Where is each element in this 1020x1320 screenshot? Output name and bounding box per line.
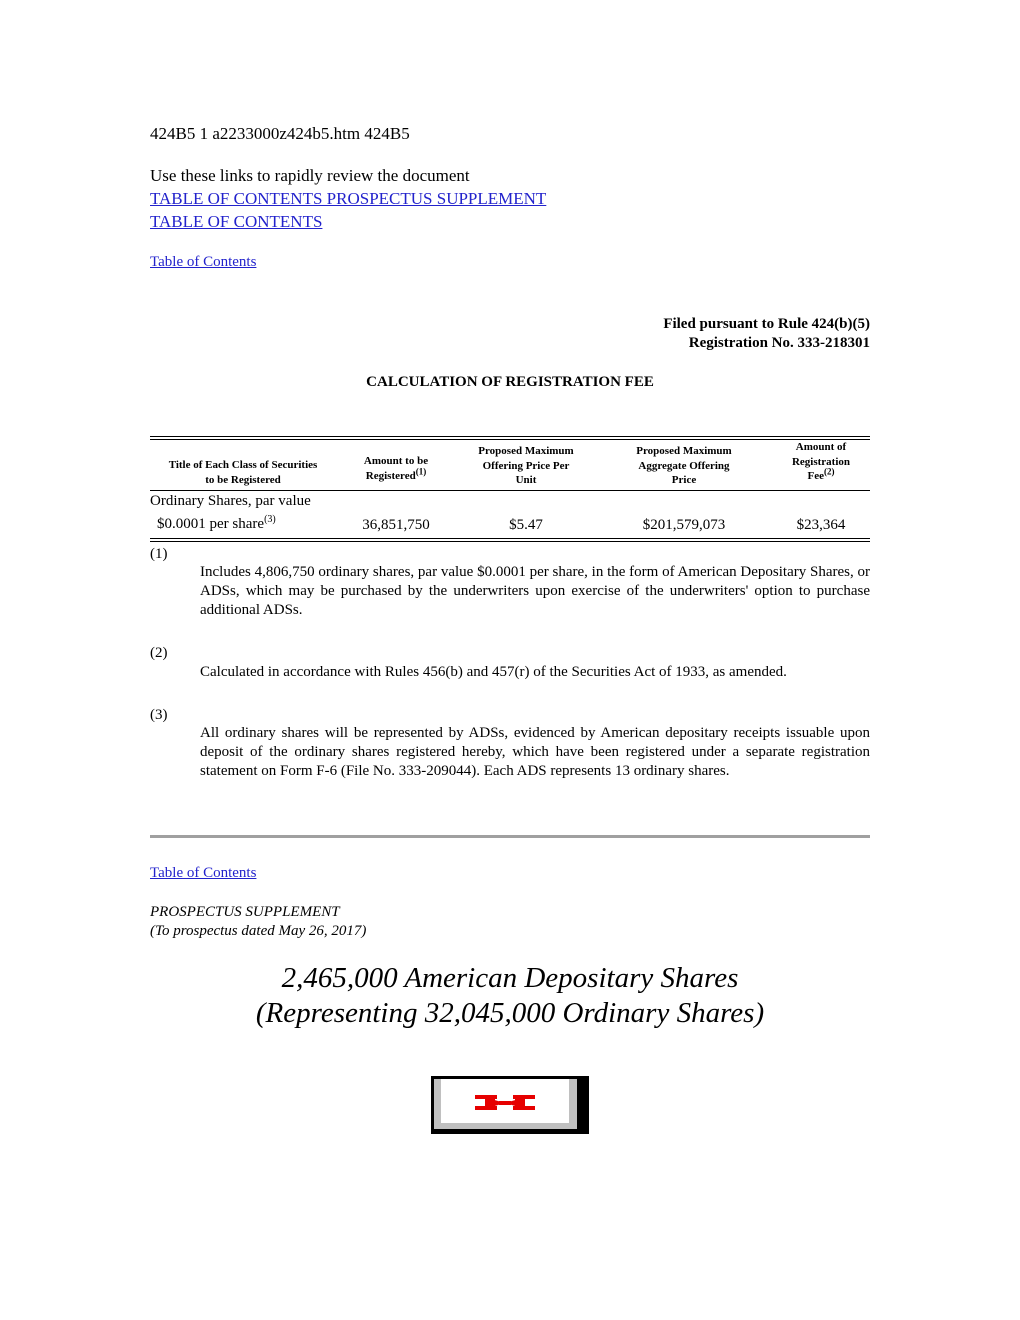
cell-amount: 36,851,750 [362, 517, 430, 533]
footnote-1-text: Includes 4,806,750 ordinary shares, par value $0.0001 per share, in the form of American Depositary Shares, or ADSs, which may be purchased by the underwriters upon exercise of the underwriters' option to purchase additional ADSs. [200, 564, 870, 618]
table-rule-bottom-1 [150, 538, 870, 539]
cell-security-line-2: $0.0001 per share$^{(3)}$ [157, 514, 276, 532]
table-rule-top-2 [150, 439, 870, 440]
footnote-2-text: Calculated in accordance with Rules 456(b) and 457(r) of the Securities Act of 1933, as amended. [200, 664, 787, 680]
section-divider [150, 835, 870, 838]
table-rule-header [150, 490, 870, 491]
links-intro: Use these links to rapidly review the document [150, 166, 470, 185]
link-toc[interactable]: TABLE OF CONTENTS [150, 212, 323, 231]
cell-aggregate-price: $201,579,073 [642, 517, 726, 533]
header-registration-fee: Amount of Registration Fee$^{(2)}$ [791, 441, 851, 482]
supplement-label: PROSPECTUS SUPPLEMENT [150, 904, 340, 920]
table-rule-bottom-2 [150, 541, 870, 542]
table-rule-top-1 [150, 436, 870, 437]
company-logo-icon [431, 1076, 589, 1134]
footnote-2-number: (2) [150, 645, 168, 661]
cell-registration-fee: $23,364 [796, 517, 846, 533]
supplement-dated: (To prospectus dated May 26, 2017) [150, 923, 367, 939]
cell-price-per-unit: $5.47 [509, 517, 543, 533]
cell-security-line-1: Ordinary Shares, par value [150, 493, 311, 509]
header-title-class: Title of Each Class of Securities to be Registered [168, 459, 318, 486]
link-toc-prospectus-supplement[interactable]: TABLE OF CONTENTS PROSPECTUS SUPPLEMENT [150, 189, 547, 208]
offering-title-line-2: (Representing 32,045,000 Ordinary Shares) [255, 997, 765, 1029]
link-table-of-contents-top[interactable]: Table of Contents [150, 254, 257, 270]
header-aggregate-price: Proposed Maximum Aggregate Offering Price [636, 445, 732, 486]
header-amount-registered: Amount to be Registered$^{(1)}$ [363, 455, 429, 482]
logo-mark-icon [441, 1079, 569, 1123]
footnote-3-number: (3) [150, 707, 168, 723]
offering-title-line-1: 2,465,000 American Depositary Shares [281, 962, 739, 994]
footnote-1-number: (1) [150, 546, 168, 562]
filing-rule: Filed pursuant to Rule 424(b)(5) [663, 316, 870, 332]
footnote-3-text: All ordinary shares will be represented by ADSs, evidenced by American depositary receipts issuable upon deposit of the ordinary shares registered hereby, which have been registered under a separate registration statement on Form F-6 (File No. 333-209044). Each ADS represents 13 ordinary shares. [200, 725, 870, 779]
header-price-per-unit: Proposed Maximum Offering Price Per Unit [478, 445, 574, 486]
registration-number: Registration No. 333-218301 [688, 335, 870, 351]
link-table-of-contents-bottom[interactable]: Table of Contents [150, 865, 257, 881]
file-line: 424B5 1 a2233000z424b5.htm 424B5 [150, 124, 410, 143]
fee-heading: CALCULATION OF REGISTRATION FEE [366, 374, 654, 390]
